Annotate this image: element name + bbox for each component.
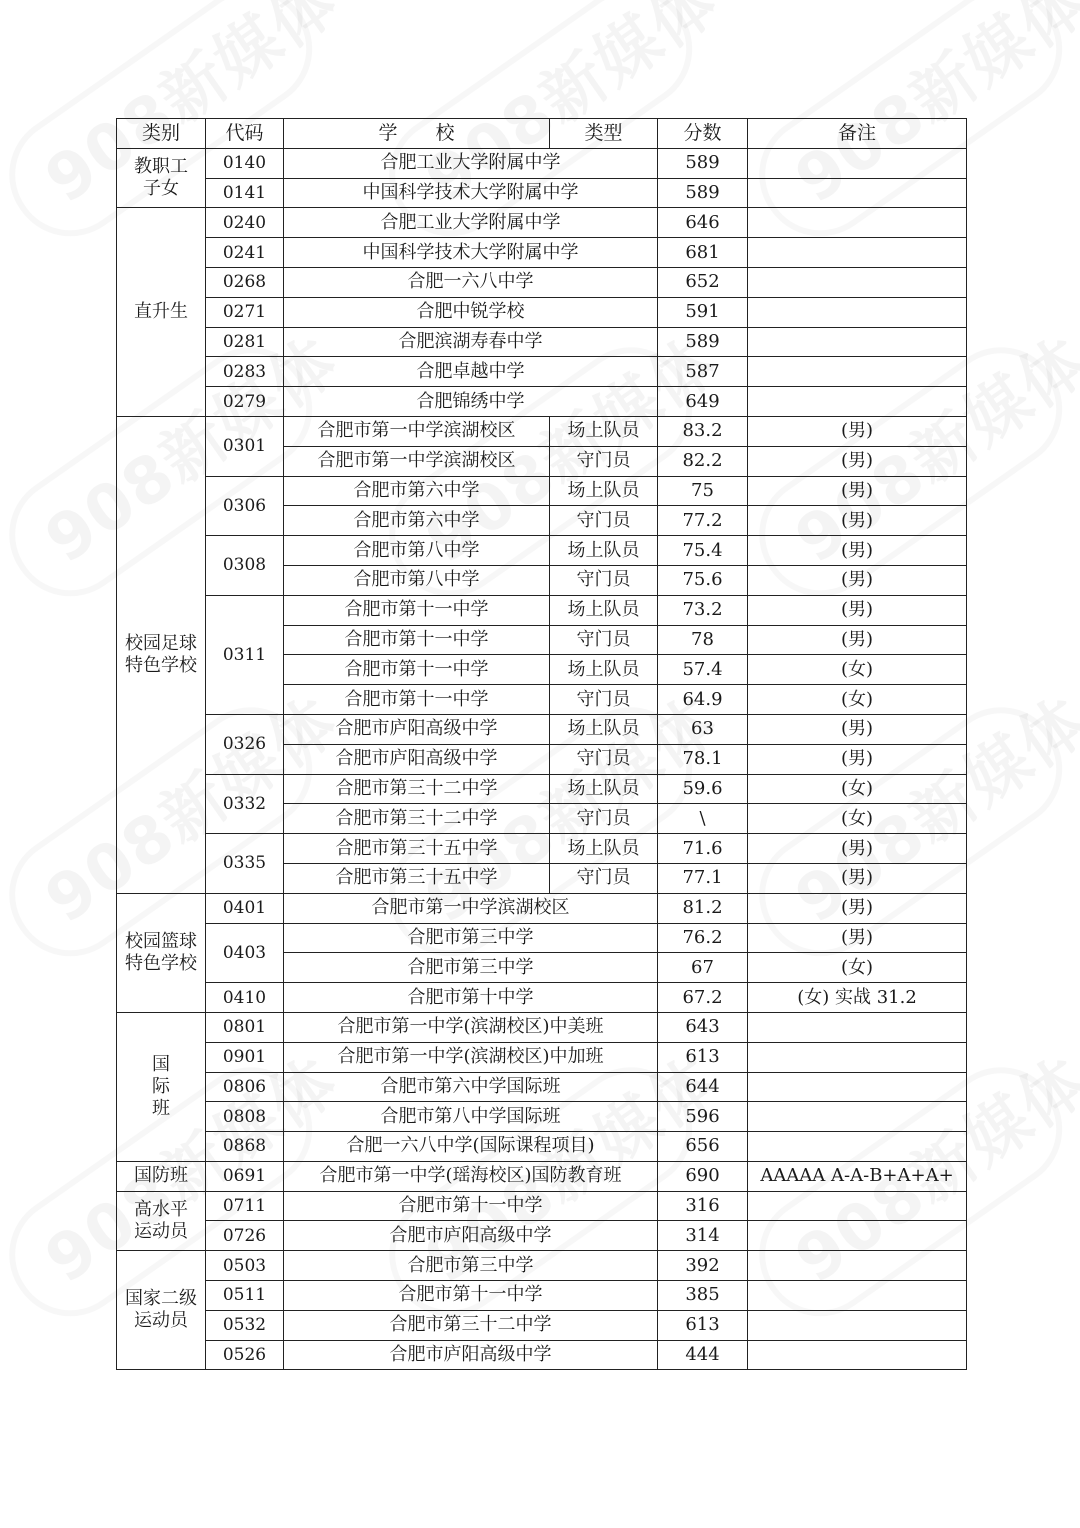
school-cell: 合肥市第三十二中学 xyxy=(284,804,550,834)
code-cell: 0306 xyxy=(206,476,284,536)
school-cell: 合肥市第一中学(滨湖校区)中加班 xyxy=(284,1042,658,1072)
code-cell: 0335 xyxy=(206,834,284,894)
score-cell: 83.2 xyxy=(658,416,748,446)
category-cell xyxy=(117,416,206,893)
type-cell: 守门员 xyxy=(550,863,658,893)
score-cell: 589 xyxy=(658,178,748,208)
school-cell: 合肥市第十一中学 xyxy=(284,1281,658,1311)
score-cell: 652 xyxy=(658,267,748,297)
score-cell: 385 xyxy=(658,1281,748,1311)
code-cell: 0311 xyxy=(206,595,284,714)
code-cell: 0801 xyxy=(206,1012,284,1042)
note-cell xyxy=(748,1012,967,1042)
table-row xyxy=(117,1132,967,1162)
category-cell xyxy=(117,148,206,208)
score-cell: 591 xyxy=(658,297,748,327)
code-cell: 0301 xyxy=(206,416,284,476)
school-cell: 合肥市第一中学(滨湖校区)中美班 xyxy=(284,1012,658,1042)
note-cell xyxy=(748,387,967,417)
school-cell: 合肥市第六中学国际班 xyxy=(284,1072,658,1102)
table-row xyxy=(117,1072,967,1102)
note-cell: (女) xyxy=(748,685,967,715)
score-cell: 314 xyxy=(658,1221,748,1251)
score-cell: 64.9 xyxy=(658,685,748,715)
school-cell: 合肥锦绣中学 xyxy=(284,387,658,417)
header-score: 分数 xyxy=(658,119,748,149)
note-cell xyxy=(748,1132,967,1162)
score-cell: 71.6 xyxy=(658,834,748,864)
school-cell: 合肥市第六中学 xyxy=(284,476,550,506)
note-cell xyxy=(748,327,967,357)
code-cell: 0691 xyxy=(206,1161,284,1191)
school-cell: 合肥市第三十五中学 xyxy=(284,834,550,864)
score-cell: 613 xyxy=(658,1042,748,1072)
note-cell: (男) xyxy=(748,834,967,864)
school-cell: 合肥市第十一中学 xyxy=(284,655,550,685)
note-cell: (男) xyxy=(748,744,967,774)
code-cell: 0271 xyxy=(206,297,284,327)
category-line: 国 xyxy=(152,1053,170,1075)
score-cell: 681 xyxy=(658,238,748,268)
table-row xyxy=(117,1221,967,1251)
note-cell xyxy=(748,238,967,268)
school-cell: 合肥市第十一中学 xyxy=(284,1191,658,1221)
table-header-row xyxy=(117,119,967,149)
score-cell: 73.2 xyxy=(658,595,748,625)
table-row xyxy=(117,1102,967,1132)
type-cell: 守门员 xyxy=(550,625,658,655)
category-line: 运动员 xyxy=(134,1310,188,1332)
table-row xyxy=(117,1012,967,1042)
table-row xyxy=(117,1281,967,1311)
school-cell: 合肥市第十中学 xyxy=(284,983,658,1013)
code-cell: 0403 xyxy=(206,923,284,983)
score-cell: 392 xyxy=(658,1251,748,1281)
table-row xyxy=(117,595,967,625)
score-cell: 646 xyxy=(658,208,748,238)
type-cell: 场上队员 xyxy=(550,774,658,804)
category-line: 国家二级 xyxy=(125,1288,197,1310)
school-cell: 中国科学技术大学附属中学 xyxy=(284,238,658,268)
note-cell xyxy=(748,297,967,327)
type-cell: 守门员 xyxy=(550,804,658,834)
code-cell: 0808 xyxy=(206,1102,284,1132)
note-cell xyxy=(748,1310,967,1340)
type-cell: 场上队员 xyxy=(550,655,658,685)
table-row xyxy=(117,1340,967,1370)
school-cell: 合肥市庐阳高级中学 xyxy=(284,1340,658,1370)
score-cell: 76.2 xyxy=(658,923,748,953)
note-cell xyxy=(748,1042,967,1072)
category-cell xyxy=(117,1191,206,1251)
category-line: 际 xyxy=(152,1075,170,1097)
school-cell: 合肥工业大学附属中学 xyxy=(284,208,658,238)
score-cell: 82.2 xyxy=(658,446,748,476)
score-cell: 78.1 xyxy=(658,744,748,774)
score-cell: 316 xyxy=(658,1191,748,1221)
school-cell: 合肥市第一中学滨湖校区 xyxy=(284,446,550,476)
header-type: 类型 xyxy=(550,119,658,149)
note-cell: (男) xyxy=(748,923,967,953)
note-cell: (男) xyxy=(748,625,967,655)
table-row xyxy=(117,923,967,953)
score-cell: 690 xyxy=(658,1161,748,1191)
code-cell: 0268 xyxy=(206,267,284,297)
category-cell xyxy=(117,1012,206,1161)
school-cell: 合肥市第一中学(瑶海校区)国防教育班 xyxy=(284,1161,658,1191)
category-cell xyxy=(117,1251,206,1370)
category-line: 子女 xyxy=(143,178,179,200)
table-row xyxy=(117,178,967,208)
school-cell: 合肥市庐阳高级中学 xyxy=(284,744,550,774)
school-cell: 合肥一六八中学 xyxy=(284,267,658,297)
table-row xyxy=(117,1251,967,1281)
code-cell: 0503 xyxy=(206,1251,284,1281)
code-cell: 0868 xyxy=(206,1132,284,1162)
type-cell: 场上队员 xyxy=(550,536,658,566)
type-cell: 守门员 xyxy=(550,685,658,715)
table-body xyxy=(117,148,967,1370)
school-cell: 合肥市庐阳高级中学 xyxy=(284,1221,658,1251)
score-cell: 656 xyxy=(658,1132,748,1162)
category-line: 特色学校 xyxy=(125,952,197,974)
score-cell: \ xyxy=(658,804,748,834)
table-row xyxy=(117,983,967,1013)
score-cell: 75 xyxy=(658,476,748,506)
score-cell: 77.2 xyxy=(658,506,748,536)
note-cell: (男) xyxy=(748,536,967,566)
header-category: 类别 xyxy=(117,119,206,149)
school-cell: 合肥市第三中学 xyxy=(284,923,658,953)
category-line: 运动员 xyxy=(134,1220,188,1242)
category-line: 校园足球 xyxy=(125,632,197,654)
school-cell: 合肥市第十一中学 xyxy=(284,685,550,715)
code-cell: 0241 xyxy=(206,238,284,268)
school-cell: 合肥一六八中学(国际课程项目) xyxy=(284,1132,658,1162)
code-cell: 0806 xyxy=(206,1072,284,1102)
code-cell: 0279 xyxy=(206,387,284,417)
code-cell: 0140 xyxy=(206,148,284,178)
table-row xyxy=(117,297,967,327)
category-cell xyxy=(117,893,206,1012)
code-cell: 0332 xyxy=(206,774,284,834)
score-cell: 643 xyxy=(658,1012,748,1042)
note-cell: (男) xyxy=(748,714,967,744)
code-cell: 0726 xyxy=(206,1221,284,1251)
school-cell: 合肥市第六中学 xyxy=(284,506,550,536)
code-cell: 0526 xyxy=(206,1340,284,1370)
school-cell: 合肥市庐阳高级中学 xyxy=(284,714,550,744)
code-cell: 0283 xyxy=(206,357,284,387)
note-cell: (男) xyxy=(748,416,967,446)
category-cell xyxy=(117,1161,206,1191)
type-cell: 守门员 xyxy=(550,744,658,774)
type-cell: 场上队员 xyxy=(550,416,658,446)
category-cell xyxy=(117,208,206,417)
school-cell: 合肥中锐学校 xyxy=(284,297,658,327)
note-cell xyxy=(748,357,967,387)
score-cell: 67 xyxy=(658,953,748,983)
school-cell: 合肥滨湖寿春中学 xyxy=(284,327,658,357)
score-cell: 587 xyxy=(658,357,748,387)
note-cell xyxy=(748,1340,967,1370)
note-cell: (女) xyxy=(748,774,967,804)
note-cell xyxy=(748,1191,967,1221)
note-cell: (男) xyxy=(748,476,967,506)
note-cell: (女) xyxy=(748,804,967,834)
table-row xyxy=(117,476,967,506)
note-cell xyxy=(748,267,967,297)
note-cell: (男) xyxy=(748,893,967,923)
table-row xyxy=(117,1310,967,1340)
school-cell: 合肥市第三十二中学 xyxy=(284,1310,658,1340)
school-cell: 合肥市第三中学 xyxy=(284,953,658,983)
school-cell: 中国科学技术大学附属中学 xyxy=(284,178,658,208)
header-code: 代码 xyxy=(206,119,284,149)
score-cell: 613 xyxy=(658,1310,748,1340)
note-cell xyxy=(748,1251,967,1281)
note-cell: (女) 实战 31.2 xyxy=(748,983,967,1013)
table-row xyxy=(117,1161,967,1191)
code-cell: 0141 xyxy=(206,178,284,208)
table-row xyxy=(117,416,967,446)
category-line: 教职工 xyxy=(134,156,188,178)
table-row xyxy=(117,327,967,357)
code-cell: 0308 xyxy=(206,536,284,596)
score-cell: 59.6 xyxy=(658,774,748,804)
note-cell xyxy=(748,1072,967,1102)
note-cell xyxy=(748,1281,967,1311)
score-cell: 589 xyxy=(658,148,748,178)
code-cell: 0281 xyxy=(206,327,284,357)
header-school: 学 校 xyxy=(284,119,550,149)
score-cell: 77.1 xyxy=(658,863,748,893)
table-row xyxy=(117,387,967,417)
note-cell xyxy=(748,1221,967,1251)
type-cell: 守门员 xyxy=(550,565,658,595)
category-line: 高水平 xyxy=(134,1198,188,1220)
score-cell: 444 xyxy=(658,1340,748,1370)
note-cell: (男) xyxy=(748,446,967,476)
table-row xyxy=(117,714,967,744)
table-row xyxy=(117,1191,967,1221)
type-cell: 场上队员 xyxy=(550,476,658,506)
score-cell: 75.4 xyxy=(658,536,748,566)
table-row xyxy=(117,148,967,178)
school-cell: 合肥工业大学附属中学 xyxy=(284,148,658,178)
score-cell: 596 xyxy=(658,1102,748,1132)
code-cell: 0326 xyxy=(206,714,284,774)
table-row xyxy=(117,536,967,566)
category-line: 特色学校 xyxy=(125,654,197,676)
table-row xyxy=(117,834,967,864)
note-cell: AAAAA A-A-B+A+A+ xyxy=(748,1161,967,1191)
score-cell: 644 xyxy=(658,1072,748,1102)
table-row xyxy=(117,1042,967,1072)
table-row xyxy=(117,238,967,268)
school-cell: 合肥市第八中学国际班 xyxy=(284,1102,658,1132)
note-cell: (女) xyxy=(748,655,967,685)
table-row xyxy=(117,267,967,297)
note-cell xyxy=(748,178,967,208)
category-line: 国防班 xyxy=(134,1165,188,1187)
school-cell: 合肥市第一中学滨湖校区 xyxy=(284,416,550,446)
header-note: 备注 xyxy=(748,119,967,149)
code-cell: 0901 xyxy=(206,1042,284,1072)
school-cell: 合肥市第三十二中学 xyxy=(284,774,550,804)
category-line: 校园篮球 xyxy=(125,930,197,952)
code-cell: 0511 xyxy=(206,1281,284,1311)
score-cell: 649 xyxy=(658,387,748,417)
category-line: 班 xyxy=(152,1097,170,1119)
note-cell: (男) xyxy=(748,506,967,536)
note-cell xyxy=(748,208,967,238)
score-cell: 81.2 xyxy=(658,893,748,923)
note-cell: (男) xyxy=(748,863,967,893)
note-cell xyxy=(748,148,967,178)
school-cell: 合肥市第三十五中学 xyxy=(284,863,550,893)
type-cell: 场上队员 xyxy=(550,714,658,744)
admission-score-table xyxy=(116,118,967,1370)
note-cell xyxy=(748,1102,967,1132)
table-row xyxy=(117,357,967,387)
school-cell: 合肥市第八中学 xyxy=(284,565,550,595)
score-cell: 67.2 xyxy=(658,983,748,1013)
table-row xyxy=(117,208,967,238)
type-cell: 场上队员 xyxy=(550,595,658,625)
note-cell: (男) xyxy=(748,565,967,595)
note-cell: (男) xyxy=(748,595,967,625)
table-row xyxy=(117,774,967,804)
school-cell: 合肥市第三中学 xyxy=(284,1251,658,1281)
school-cell: 合肥卓越中学 xyxy=(284,357,658,387)
score-cell: 63 xyxy=(658,714,748,744)
code-cell: 0711 xyxy=(206,1191,284,1221)
score-cell: 75.6 xyxy=(658,565,748,595)
type-cell: 守门员 xyxy=(550,506,658,536)
score-cell: 589 xyxy=(658,327,748,357)
note-cell: (女) xyxy=(748,953,967,983)
score-cell: 57.4 xyxy=(658,655,748,685)
code-cell: 0401 xyxy=(206,893,284,923)
school-cell: 合肥市第十一中学 xyxy=(284,595,550,625)
school-cell: 合肥市第一中学滨湖校区 xyxy=(284,893,658,923)
code-cell: 0532 xyxy=(206,1310,284,1340)
school-cell: 合肥市第八中学 xyxy=(284,536,550,566)
table-row xyxy=(117,893,967,923)
code-cell: 0240 xyxy=(206,208,284,238)
code-cell: 0410 xyxy=(206,983,284,1013)
type-cell: 守门员 xyxy=(550,446,658,476)
category-line: 直升生 xyxy=(134,301,188,323)
score-cell: 78 xyxy=(658,625,748,655)
school-cell: 合肥市第十一中学 xyxy=(284,625,550,655)
type-cell: 场上队员 xyxy=(550,834,658,864)
